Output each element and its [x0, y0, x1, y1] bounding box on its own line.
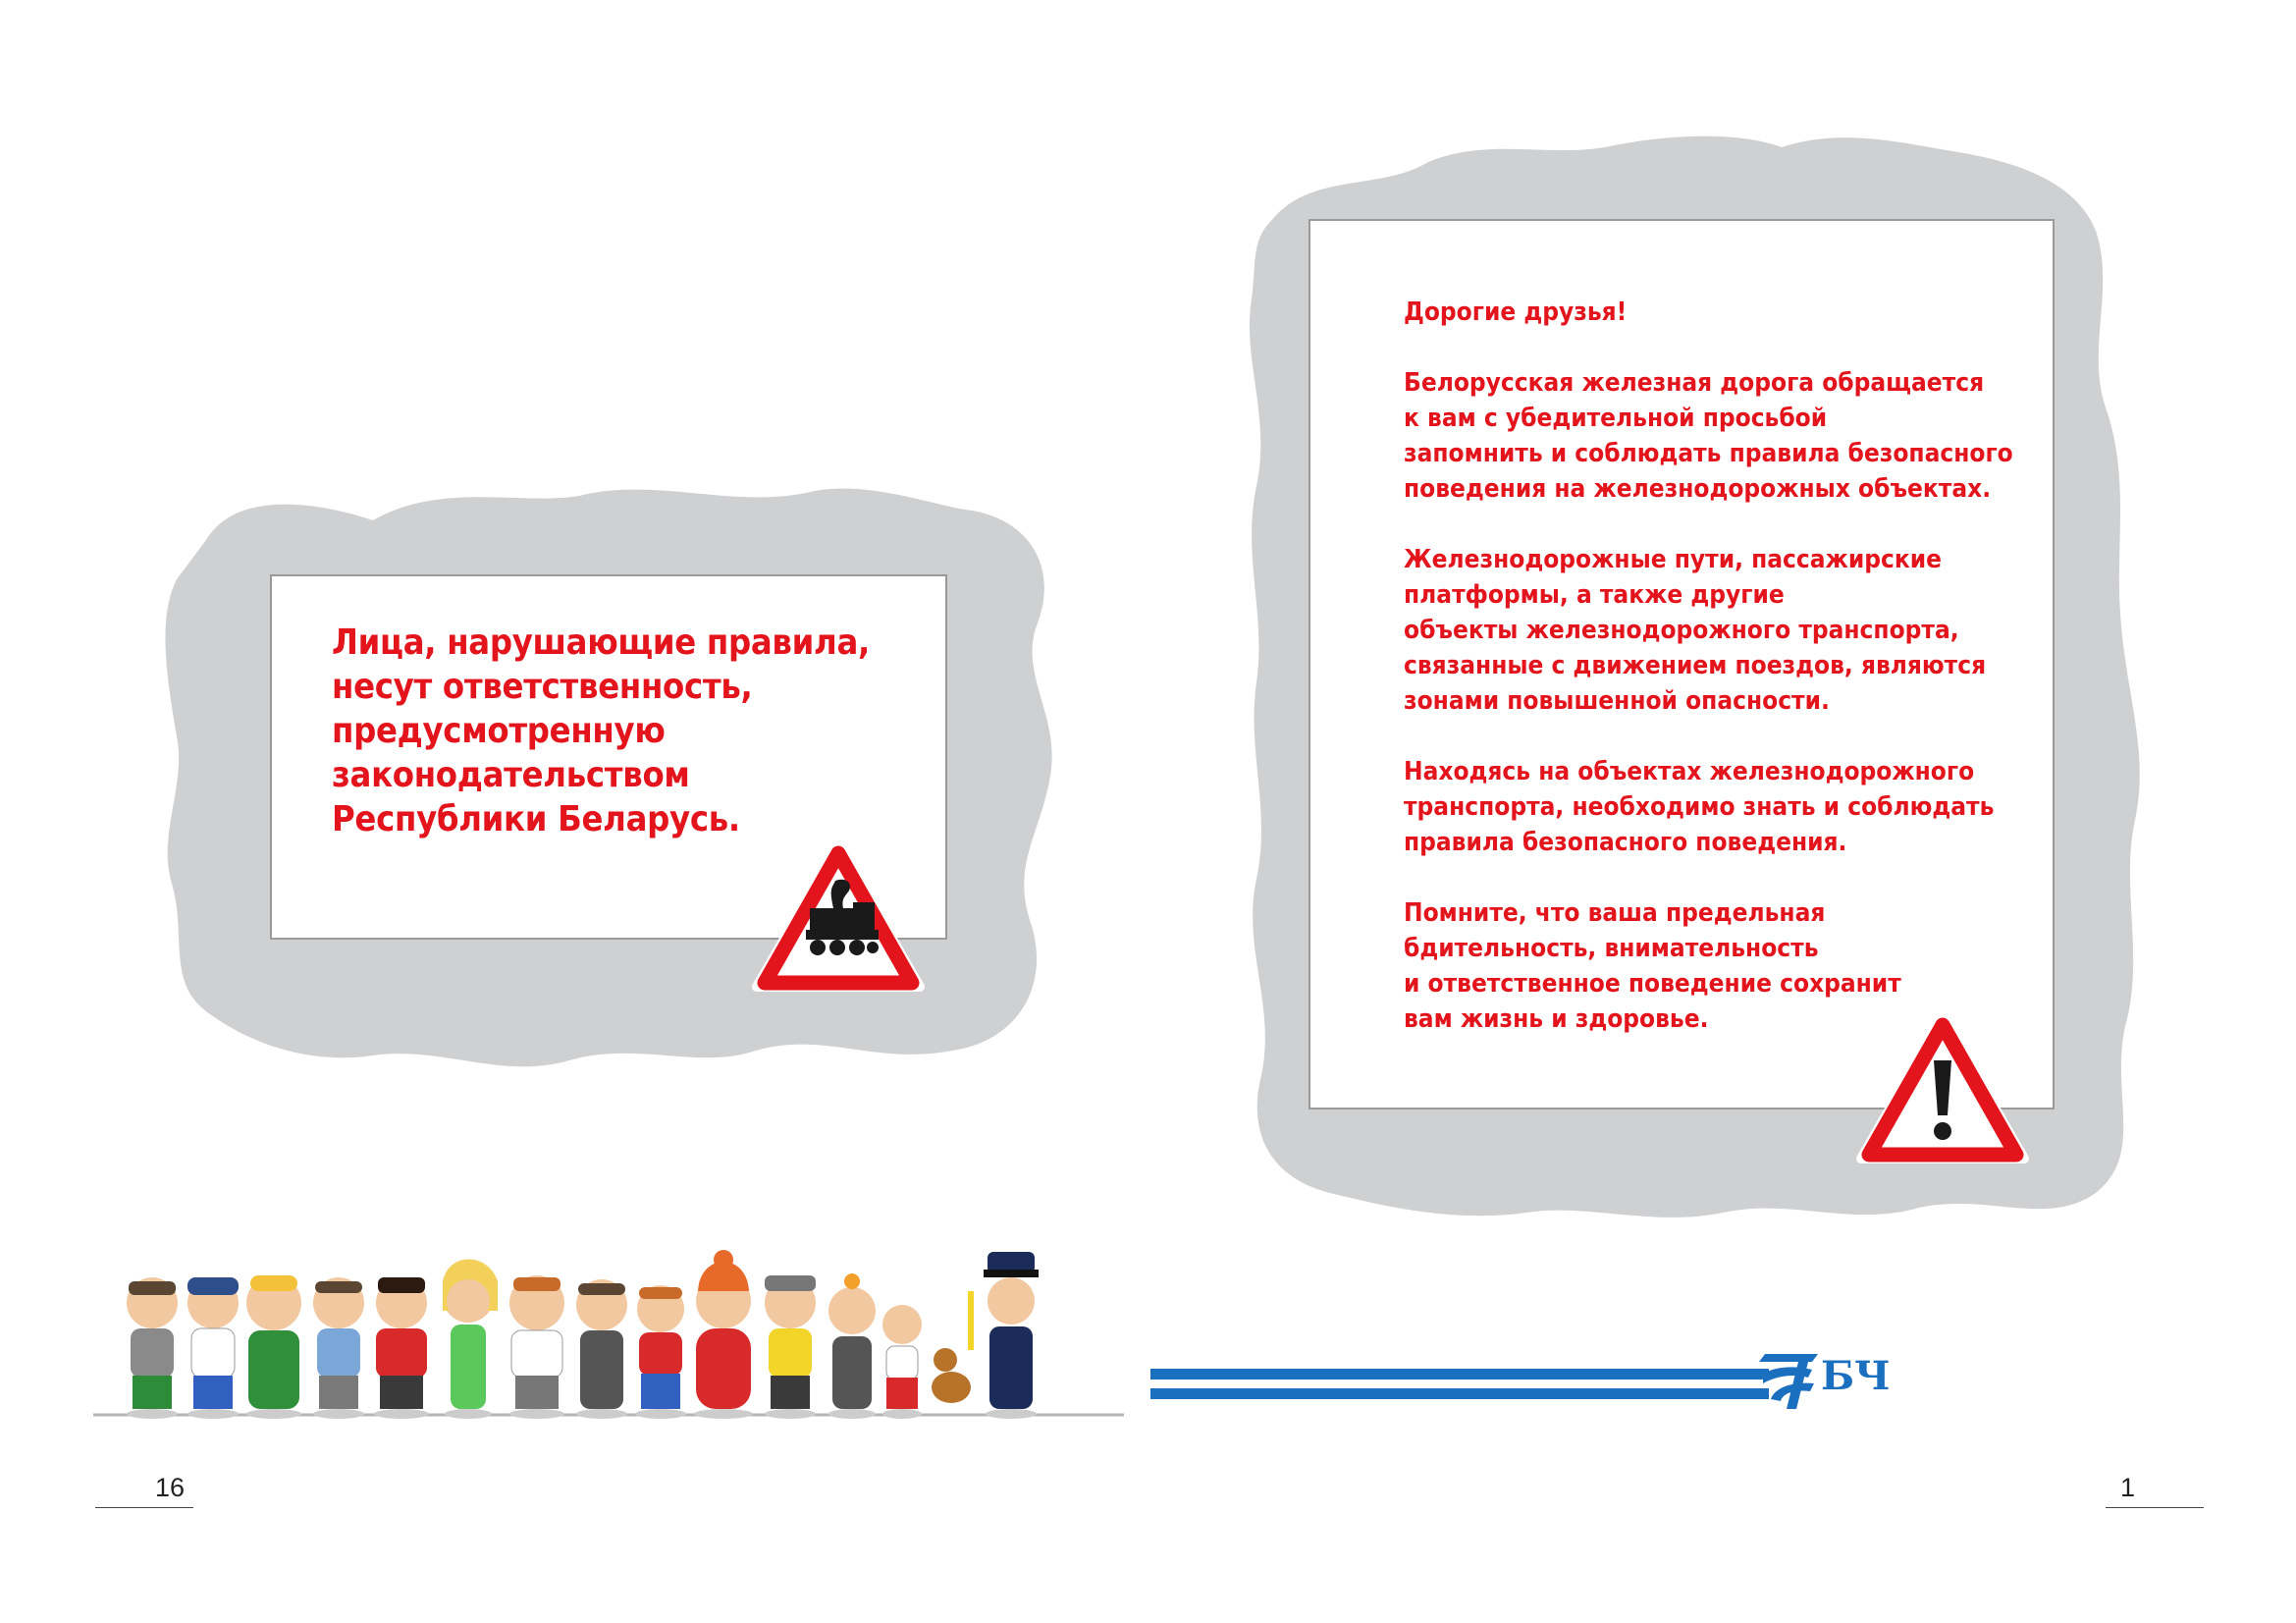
- railway-blue-stripes: [1150, 1365, 1769, 1404]
- greeting: Дорогие друзья!: [1404, 298, 1628, 327]
- character-figures: [127, 1250, 1039, 1419]
- message-paragraph-2: Железнодорожные пути, пассажирские платформы, а также другие объекты железнодорожного транспорта, связанные с движением поездов, являются зонами повышенной опасности.: [1404, 545, 1987, 716]
- notice-line: Республики Беларусь.: [332, 799, 740, 839]
- notice-line: законодательством: [332, 755, 690, 795]
- railway-crossing-warning-sign-icon: [751, 839, 926, 995]
- message-paragraph-1: Белорусская железная дорога обращается к вам с убедительной просьбой запомнить и соблюдать правила безопасного поведения на железнодорожных объектах.: [1404, 368, 2013, 504]
- page-number-left-rule: [95, 1507, 193, 1508]
- notice-line: несут ответственность,: [332, 667, 753, 707]
- notice-line: Лица, нарушающие правила,: [332, 622, 871, 663]
- message-paragraph-3: Находясь на объектах железнодорожного транспорта, необходимо знать и соблюдать правила безопасного поведения.: [1404, 757, 1995, 857]
- exclamation-warning-sign-icon: [1855, 1011, 2030, 1166]
- cartoon-characters-illustration: [93, 1242, 1124, 1424]
- bch-logo-text: БЧ: [1821, 1353, 1891, 1399]
- message-paragraph-4: Помните, что ваша предельная бдительность, внимательность и ответственное поведение сохранит вам жизнь и здоровье.: [1404, 898, 1901, 1034]
- right-message-text: [1404, 295, 2032, 1072]
- page-number-right-rule: [2106, 1507, 2204, 1508]
- page-number-right: 1: [2120, 1473, 2136, 1502]
- notice-line: предусмотренную: [332, 711, 666, 751]
- page-number-left: 16: [155, 1473, 186, 1502]
- left-notice-text: [332, 621, 870, 841]
